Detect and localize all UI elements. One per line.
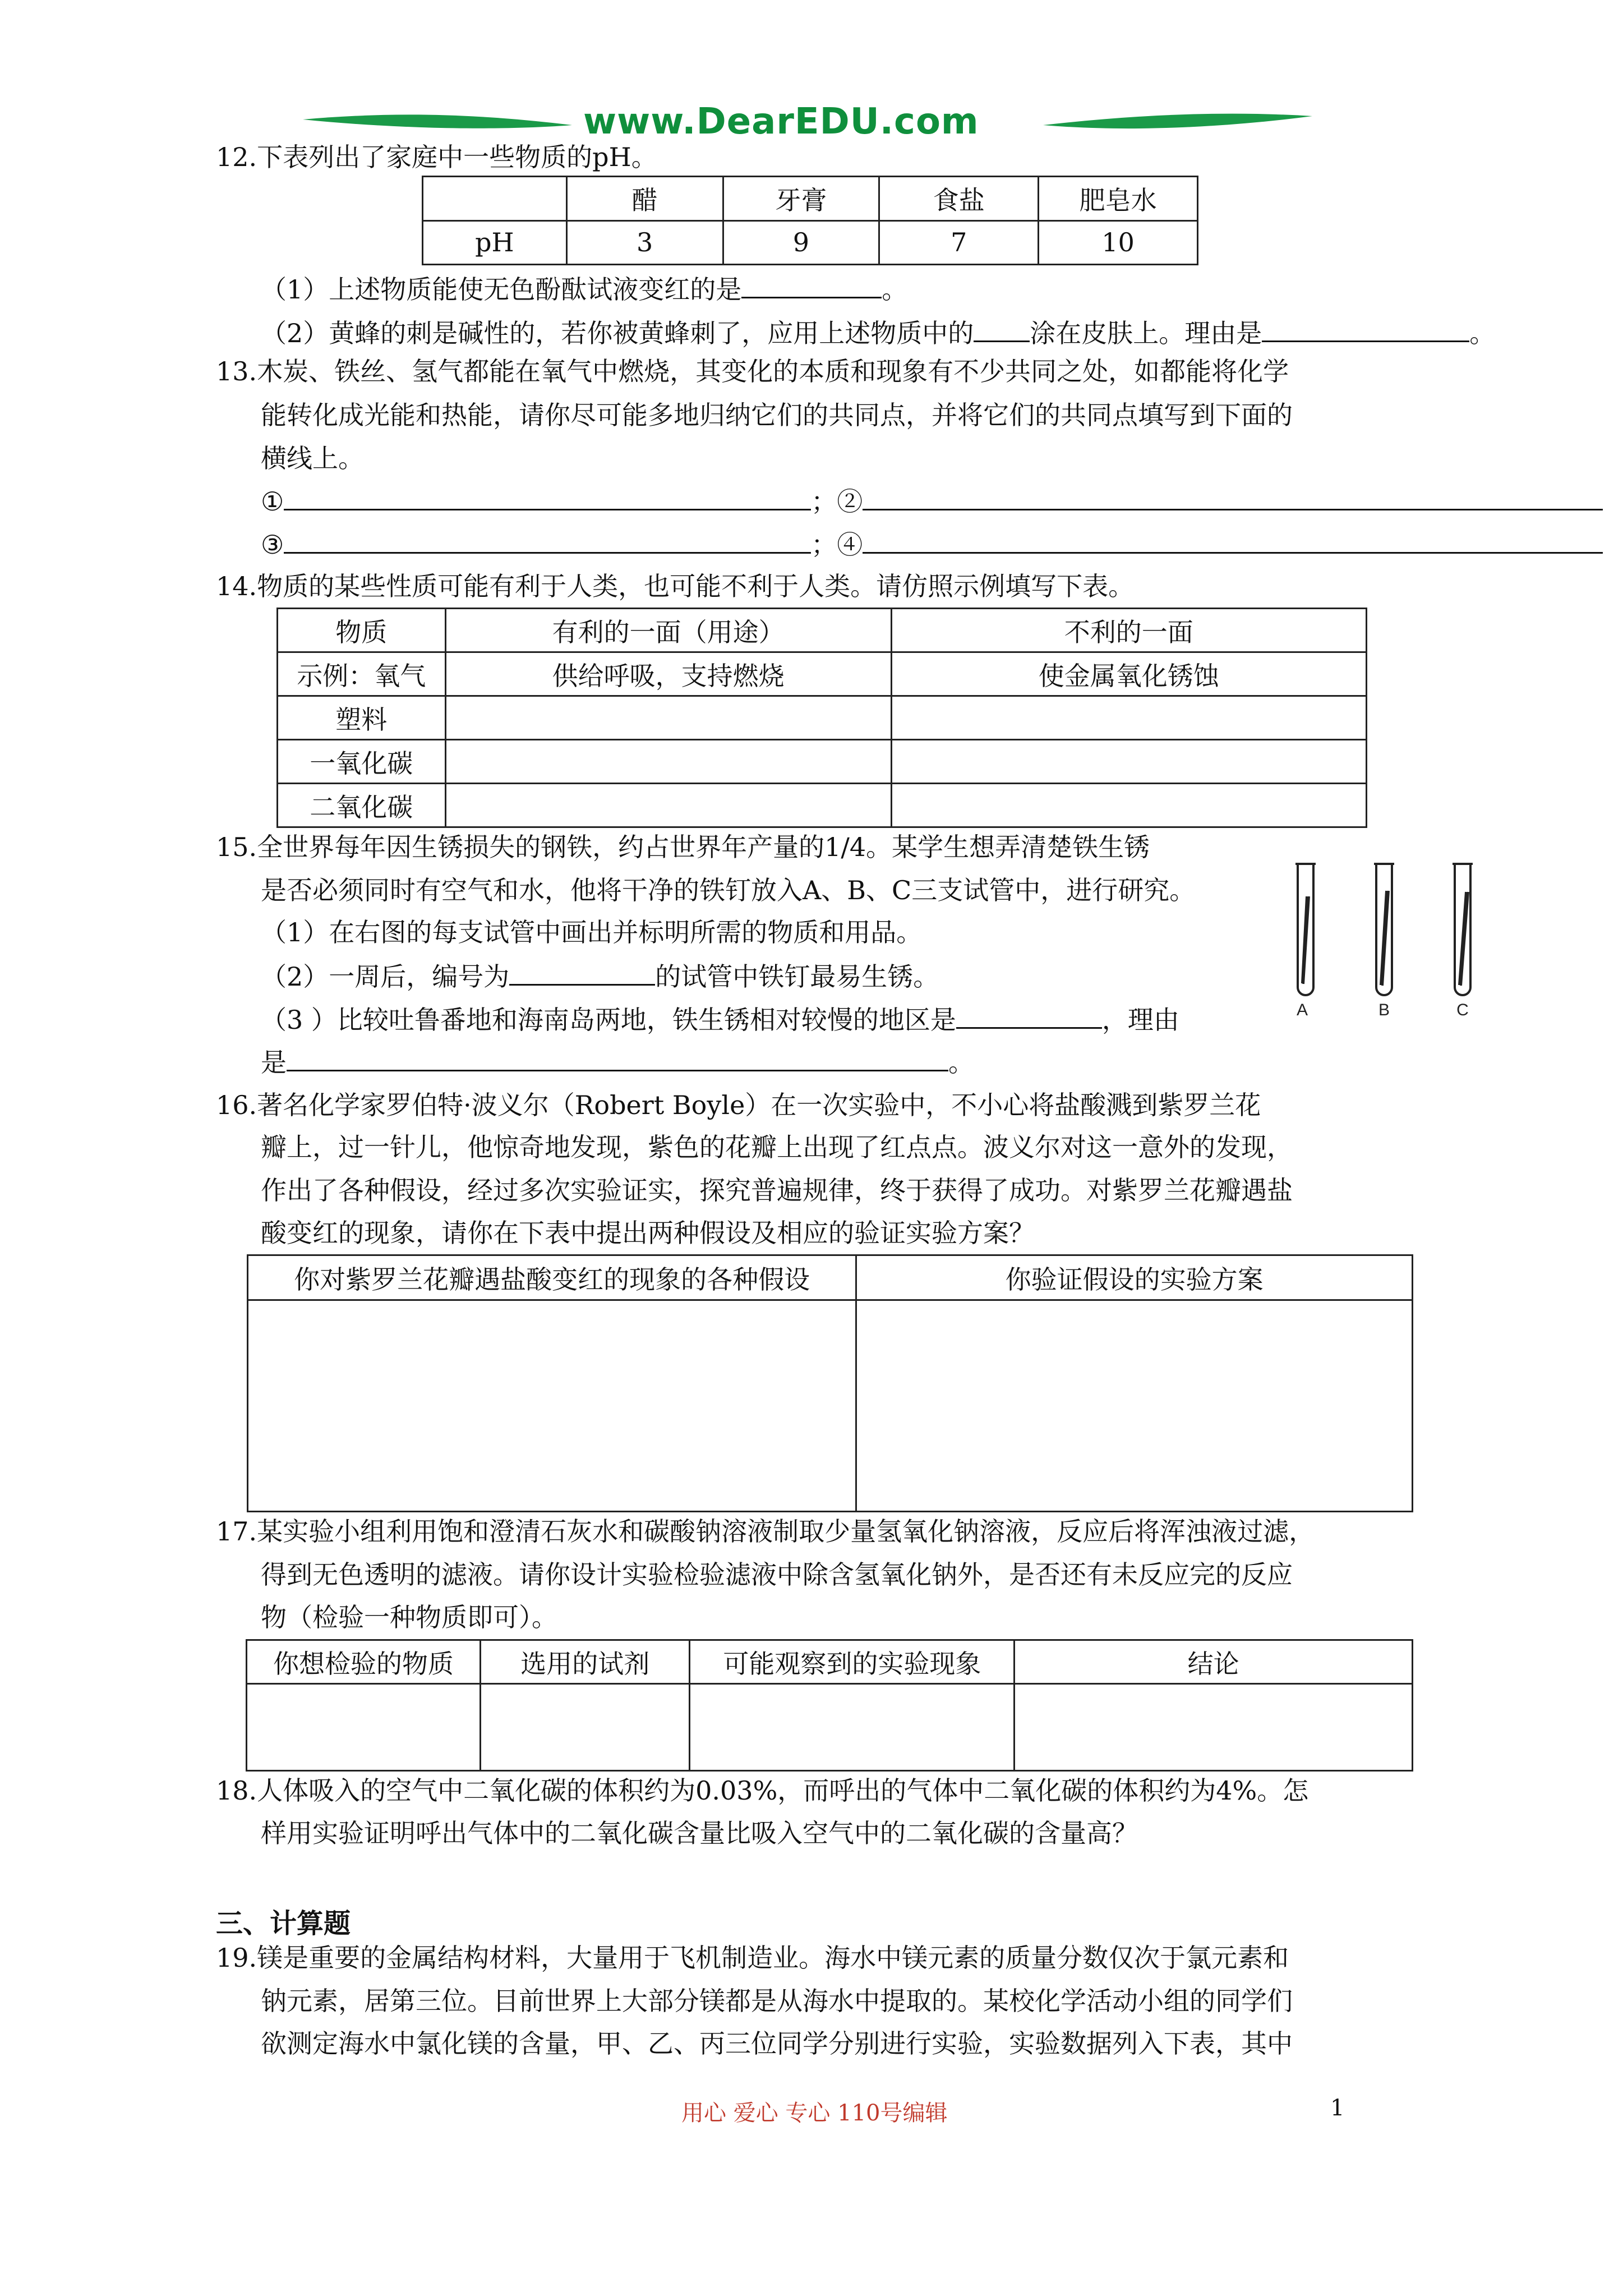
q14-answer-cell[interactable] (891, 784, 1366, 827)
q14-cell: 使金属氧化锈蚀 (891, 652, 1366, 696)
q14-cell: 示例：氧气 (278, 652, 446, 696)
q13-answers-row2: ③ ；④ (261, 527, 1603, 562)
q12-value-cell: pH (423, 220, 567, 265)
q15-part3: （3 ）比较吐鲁番地和海南岛两地，铁生锈相对较慢的地区是 ，理由 (261, 1002, 1179, 1037)
q14-cell: 一氧化碳 (278, 740, 446, 784)
q14-answer-cell[interactable] (445, 696, 891, 740)
q16-answer-cell[interactable] (856, 1300, 1413, 1512)
tube-label: B (1378, 1001, 1390, 1019)
q13-answers-row1: ① ；② (261, 484, 1603, 518)
answer-blank[interactable] (741, 272, 882, 298)
q14-answer-cell[interactable] (891, 696, 1366, 740)
answer-blank[interactable] (956, 1002, 1102, 1029)
q15-part4: 是 。 (261, 1045, 974, 1079)
q16-line1: 16.著名化学家罗伯特·波义尔（Robert Boyle）在一次实验中，不小心将盐酸溅到紫罗兰花 (216, 1090, 1261, 1120)
nail-icon (1302, 896, 1309, 984)
answer-blank[interactable] (284, 484, 811, 510)
answer-blank[interactable] (284, 527, 811, 554)
q17-header-cell: 结论 (1015, 1640, 1413, 1684)
q14-answer-cell[interactable] (445, 784, 891, 827)
q14-header-cell: 不利的一面 (891, 609, 1366, 652)
q14-cell: 供给呼吸，支持燃烧 (445, 652, 891, 696)
answer-blank[interactable] (863, 484, 1603, 510)
q12-header-cell: 食盐 (879, 177, 1039, 221)
q19-line2: 钠元素，居第三位。目前世界上大部分镁都是从海水中提取的。某校化学活动小组的同学们 (261, 1986, 1293, 2016)
q15-line1: 15.全世界每年因生锈损失的钢铁，约占世界年产量的1/4。某学生想弄清楚铁生锈 (216, 832, 1150, 862)
test-tubes-figure (1284, 857, 1492, 1020)
q14-title: 14.物质的某些性质可能有利于人类，也可能不利于人类。请仿照示例填写下表。 (216, 571, 1135, 601)
answer-blank[interactable] (287, 1045, 948, 1071)
q12-value-cell: 7 (879, 220, 1039, 265)
q17-answer-cell[interactable] (481, 1684, 690, 1771)
q12-header-cell: 牙膏 (723, 177, 879, 221)
q15-part1: （1）在右图的每支试管中画出并标明所需的物质和用品。 (261, 917, 923, 947)
section-heading: 三、计算题 (216, 1908, 351, 1939)
q14-answer-cell[interactable] (445, 740, 891, 784)
answer-blank[interactable] (974, 316, 1030, 342)
q12-value-cell: 3 (566, 220, 723, 265)
q17-line3: 物（检验一种物质即可）。 (261, 1602, 557, 1632)
q17-header-cell: 可能观察到的实验现象 (690, 1640, 1015, 1684)
q13-line3: 横线上。 (261, 443, 364, 473)
q13-line1: 13.木炭、铁丝、氢气都能在氧气中燃烧，其变化的本质和现象有不少共同之处，如都能将化学 (216, 356, 1289, 386)
tube-label: C (1456, 1001, 1469, 1019)
q16-answer-cell[interactable] (248, 1300, 856, 1512)
page-number: 1 (1330, 2095, 1345, 2121)
q17-header-cell: 选用的试剂 (481, 1640, 690, 1684)
nail-icon (1381, 891, 1389, 986)
q12-header-cell: 醋 (566, 177, 723, 221)
q13-line2: 能转化成光能和热能，请你尽可能多地归纳它们的共同点，并将它们的共同点填写到下面的 (261, 400, 1293, 430)
q12-ph-table (422, 176, 1198, 265)
q15-line2: 是否必须同时有空气和水，他将干净的铁钉放入A、B、C三支试管中，进行研究。 (261, 875, 1196, 905)
q18-line2: 样用实验证明呼出气体中的二氧化碳含量比吸入空气中的二氧化碳的含量高？ (261, 1818, 1138, 1848)
q17-line1: 17.某实验小组利用饱和澄清石灰水和碳酸钠溶液制取少量氢氧化钠溶液，反应后将浑浊液过滤， (216, 1516, 1315, 1547)
q12-value-cell: 10 (1039, 220, 1198, 265)
q14-header-cell: 物质 (278, 609, 446, 652)
q12-title: 12.下表列出了家庭中一些物质的pH。 (216, 142, 657, 172)
q16-line4: 酸变红的现象，请你在下表中提出两种假设及相应的验证实验方案？ (261, 1218, 1035, 1248)
q12-header-cell (423, 177, 567, 221)
nail-icon (1459, 892, 1468, 986)
q17-header-cell: 你想检验的物质 (247, 1640, 481, 1684)
answer-blank[interactable] (509, 959, 655, 986)
q14-properties-table (276, 608, 1367, 828)
q12-part2: （2）黄蜂的刺是碱性的，若你被黄蜂刺了，应用上述物质中的 涂在皮肤上。理由是 。 (261, 316, 1495, 350)
q16-header-cell: 你验证假设的实验方案 (856, 1255, 1413, 1300)
answer-blank[interactable] (1262, 316, 1469, 342)
q17-test-table (246, 1639, 1413, 1772)
footer-text: 用心 爱心 专心 110号编辑 (681, 2100, 948, 2126)
q12-value-cell: 9 (723, 220, 879, 265)
q14-answer-cell[interactable] (891, 740, 1366, 784)
q17-answer-cell[interactable] (247, 1684, 481, 1771)
q15-part2: （2）一周后，编号为 的试管中铁钉最易生锈。 (261, 959, 939, 993)
tube-label: A (1296, 1001, 1308, 1019)
q17-line2: 得到无色透明的滤液。请你设计实验检验滤液中除含氢氧化钠外，是否还有未反应完的反应 (261, 1559, 1293, 1590)
q14-header-cell: 有利的一面（用途） (445, 609, 891, 652)
q17-answer-cell[interactable] (690, 1684, 1015, 1771)
q19-line1: 19.镁是重要的金属结构材料，大量用于飞机制造业。海水中镁元素的质量分数仅次于氯元素和 (216, 1943, 1289, 1973)
answer-blank[interactable] (863, 527, 1603, 554)
q14-cell: 塑料 (278, 696, 446, 740)
q12-part1: （1）上述物质能使无色酚酞试液变红的是 。 (261, 272, 907, 306)
q14-cell: 二氧化碳 (278, 784, 446, 827)
q16-line3: 作出了各种假设，经过多次实验证实，探究普遍规律，终于获得了成功。对紫罗兰花瓣遇盐 (261, 1175, 1293, 1205)
q19-line3: 欲测定海水中氯化镁的含量，甲、乙、丙三位同学分别进行实验，实验数据列入下表，其中 (261, 2028, 1293, 2059)
header-site-title[interactable]: www.DearEDU.com (583, 101, 979, 142)
q16-header-cell: 你对紫罗兰花瓣遇盐酸变红的现象的各种假设 (248, 1255, 856, 1300)
q17-answer-cell[interactable] (1015, 1684, 1413, 1771)
q16-hypothesis-table (247, 1254, 1413, 1512)
q18-line1: 18.人体吸入的空气中二氧化碳的体积约为0.03%，而呼出的气体中二氧化碳的体积约为4%。怎 (216, 1775, 1309, 1806)
q12-header-cell: 肥皂水 (1039, 177, 1198, 221)
q16-line2: 瓣上，过一针儿，他惊奇地发现，紫色的花瓣上出现了红点点。波义尔对这一意外的发现， (261, 1132, 1293, 1162)
